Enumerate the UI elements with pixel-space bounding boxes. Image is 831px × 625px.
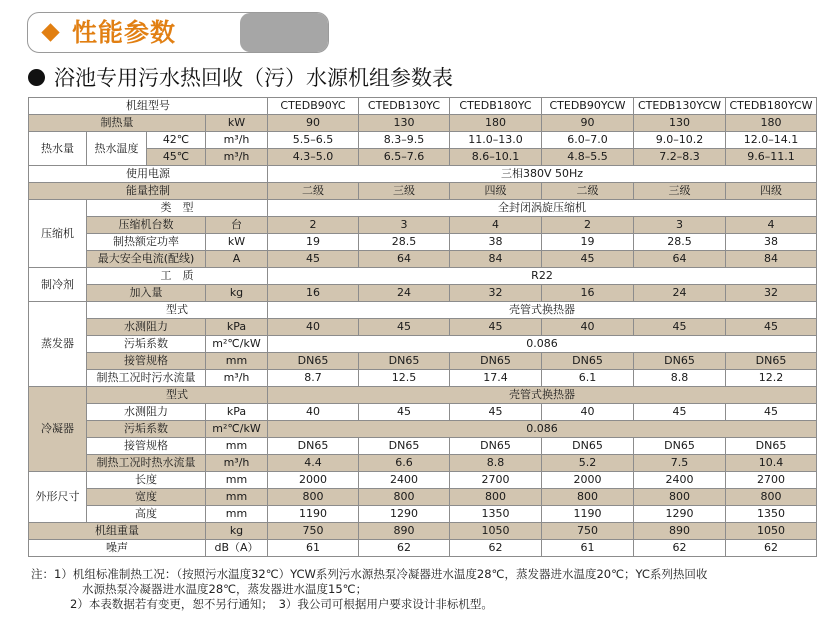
value-cell: DN65	[359, 353, 450, 370]
value-cell: 40	[542, 404, 634, 421]
value-cell: 84	[726, 251, 817, 268]
unit-cell: m²℃/kW	[206, 421, 268, 438]
unit-cell: m³/h	[206, 370, 268, 387]
value-cell: DN65	[726, 353, 817, 370]
value-cell: 62	[726, 540, 817, 557]
value-cell: 全封闭涡旋压缩机	[268, 200, 817, 217]
table-row-evaporator-fouling	[29, 336, 817, 353]
value-cell: 45	[634, 404, 726, 421]
group-label: 压缩机	[29, 200, 87, 268]
value-cell: 130	[359, 115, 450, 132]
row-label: 型式	[87, 302, 268, 319]
value-cell: 8.6–10.1	[450, 149, 542, 166]
value-cell: 1290	[634, 506, 726, 523]
table-title: 浴池专用污水热回收（污）水源机组参数表	[54, 66, 453, 90]
value-cell: 62	[359, 540, 450, 557]
value-cell: 8.8	[450, 455, 542, 472]
value-cell: 3	[634, 217, 726, 234]
value-cell: DN65	[634, 353, 726, 370]
value-cell: 6.6	[359, 455, 450, 472]
section-header	[27, 12, 329, 53]
value-cell: 四级	[726, 183, 817, 200]
value-cell: 2	[268, 217, 359, 234]
row-label: 制热额定功率	[87, 234, 206, 251]
value-cell: 62	[634, 540, 726, 557]
value-cell: 61	[268, 540, 359, 557]
value-cell: 4	[450, 217, 542, 234]
value-cell: 180	[726, 115, 817, 132]
row-label: 压缩机台数	[87, 217, 206, 234]
value-cell: R22	[268, 268, 817, 285]
row-label: 最大安全电流(配线)	[87, 251, 206, 268]
row-label: 高度	[87, 506, 206, 523]
value-cell: 19	[542, 234, 634, 251]
table-row-power-supply	[29, 166, 817, 183]
table-row-flow-42	[29, 132, 817, 149]
value-cell: 800	[542, 489, 634, 506]
value-cell: 12.2	[726, 370, 817, 387]
table-row-compressor-type	[29, 200, 817, 217]
section-title: 性能参数	[72, 18, 177, 47]
value-cell: 16	[268, 285, 359, 302]
value-cell: 2400	[359, 472, 450, 489]
header-grey-tab	[240, 13, 328, 52]
value-cell: 6.5–7.6	[359, 149, 450, 166]
value-cell: 2700	[450, 472, 542, 489]
value-cell: 45	[450, 319, 542, 336]
value-cell: 180	[450, 115, 542, 132]
value-cell: 1290	[359, 506, 450, 523]
value-cell: 壳管式换热器	[268, 302, 817, 319]
unit-cell: kW	[206, 234, 268, 251]
unit-cell: mm	[206, 506, 268, 523]
table-row-condenser-pipe	[29, 438, 817, 455]
value-cell: 12.0–14.1	[726, 132, 817, 149]
value-cell: 800	[634, 489, 726, 506]
table-row-header	[29, 98, 817, 115]
footnote-line: 水源热泵冷凝器进水温度28℃，蒸发器进水温度15℃；	[82, 582, 368, 596]
value-cell: 6.1	[542, 370, 634, 387]
row-label: 加入量	[87, 285, 206, 302]
value-cell: DN65	[634, 438, 726, 455]
value-cell: 10.4	[726, 455, 817, 472]
row-label: 接管规格	[87, 353, 206, 370]
row-label: 宽度	[87, 489, 206, 506]
value-cell: 二级	[542, 183, 634, 200]
table-row-weight	[29, 523, 817, 540]
value-cell: 890	[359, 523, 450, 540]
spec-table	[28, 97, 817, 557]
table-row-capacity-control	[29, 183, 817, 200]
table-row-refrigerant-medium	[29, 268, 817, 285]
value-cell: 4	[726, 217, 817, 234]
value-cell: 1350	[450, 506, 542, 523]
value-cell: 1050	[726, 523, 817, 540]
unit-cell: m³/h	[206, 132, 268, 149]
value-cell: DN65	[450, 438, 542, 455]
table-row-noise	[29, 540, 817, 557]
value-cell: 130	[634, 115, 726, 132]
value-cell: 4.4	[268, 455, 359, 472]
value-cell: 64	[634, 251, 726, 268]
unit-cell: kPa	[206, 404, 268, 421]
value-cell: 40	[542, 319, 634, 336]
value-cell: 5.5–6.5	[268, 132, 359, 149]
group-label: 制冷剂	[29, 268, 87, 302]
value-cell: 45	[359, 404, 450, 421]
footnote-line: 注：1）机组标准制热工况：（按照污水温度32℃）YCW系列污水源热泵冷凝器进水温度28℃，蒸发器进水温度20℃；YC系列热回收	[31, 567, 708, 581]
value-cell: 800	[359, 489, 450, 506]
value-cell: 90	[268, 115, 359, 132]
group-label: 蒸发器	[29, 302, 87, 387]
unit-cell: m³/h	[206, 455, 268, 472]
value-cell: DN65	[268, 438, 359, 455]
value-cell: 11.0–13.0	[450, 132, 542, 149]
row-label: 机组重量	[29, 523, 206, 540]
value-cell: 40	[268, 319, 359, 336]
row-label: 噪声	[29, 540, 206, 557]
value-cell: DN65	[542, 438, 634, 455]
value-cell: 四级	[450, 183, 542, 200]
value-cell: 7.2–8.3	[634, 149, 726, 166]
value-cell: 45	[359, 319, 450, 336]
value-cell: 1190	[542, 506, 634, 523]
value-cell: 8.8	[634, 370, 726, 387]
value-cell: 0.086	[268, 336, 817, 353]
value-cell: 2000	[268, 472, 359, 489]
value-cell: 12.5	[359, 370, 450, 387]
value-cell: 0.086	[268, 421, 817, 438]
row-label: 长度	[87, 472, 206, 489]
value-cell: 17.4	[450, 370, 542, 387]
unit-cell: kg	[206, 523, 268, 540]
row-label: 制热工况时热水流量	[87, 455, 206, 472]
value-cell: 84	[450, 251, 542, 268]
group-label: 热水量	[29, 132, 87, 166]
value-cell: 1190	[268, 506, 359, 523]
value-cell: 2000	[542, 472, 634, 489]
value-cell: 45	[726, 319, 817, 336]
value-cell: 28.5	[359, 234, 450, 251]
model-cell: CTEDB180YCW	[726, 98, 817, 115]
value-cell: 3	[359, 217, 450, 234]
row-label: 水测阻力	[87, 404, 206, 421]
table-row-evaporator-flow	[29, 370, 817, 387]
table-row-compressor-current	[29, 251, 817, 268]
row-label: 使用电源	[29, 166, 268, 183]
row-label: 42℃	[147, 132, 206, 149]
value-cell: 38	[726, 234, 817, 251]
value-cell: 38	[450, 234, 542, 251]
table-heading	[28, 62, 453, 92]
unit-cell: m³/h	[206, 149, 268, 166]
model-cell: CTEDB90YC	[268, 98, 359, 115]
value-cell: 19	[268, 234, 359, 251]
value-cell: 32	[450, 285, 542, 302]
value-cell: 8.3–9.5	[359, 132, 450, 149]
header-label: 机组型号	[29, 98, 268, 115]
value-cell: 45	[268, 251, 359, 268]
value-cell: 4.8–5.5	[542, 149, 634, 166]
value-cell: 三级	[359, 183, 450, 200]
table-row-condenser-fouling	[29, 421, 817, 438]
value-cell: 24	[359, 285, 450, 302]
value-cell: 890	[634, 523, 726, 540]
table-row-condenser-flow	[29, 455, 817, 472]
table-row-heat-capacity	[29, 115, 817, 132]
value-cell: 61	[542, 540, 634, 557]
value-cell: 64	[359, 251, 450, 268]
value-cell: DN65	[268, 353, 359, 370]
model-cell: CTEDB90YCW	[542, 98, 634, 115]
table-row-condenser-resistance	[29, 404, 817, 421]
group-label: 外形尺寸	[29, 472, 87, 523]
table-row-dim-length	[29, 472, 817, 489]
table-row-compressor-count	[29, 217, 817, 234]
value-cell: 24	[634, 285, 726, 302]
value-cell: 三级	[634, 183, 726, 200]
value-cell: 45	[542, 251, 634, 268]
row-label: 型式	[87, 387, 268, 404]
row-label: 污垢系数	[87, 336, 206, 353]
value-cell: 8.7	[268, 370, 359, 387]
unit-cell: kg	[206, 285, 268, 302]
value-cell: 40	[268, 404, 359, 421]
value-cell: 2700	[726, 472, 817, 489]
value-cell: 62	[450, 540, 542, 557]
value-cell: 4.3–5.0	[268, 149, 359, 166]
value-cell: DN65	[450, 353, 542, 370]
row-label: 能量控制	[29, 183, 268, 200]
table-row-dim-height	[29, 506, 817, 523]
value-cell: 90	[542, 115, 634, 132]
value-cell: 750	[268, 523, 359, 540]
unit-cell: A	[206, 251, 268, 268]
row-label: 工 质	[87, 268, 268, 285]
value-cell: DN65	[726, 438, 817, 455]
table-row-condenser-type	[29, 387, 817, 404]
unit-cell: mm	[206, 353, 268, 370]
value-cell: 7.5	[634, 455, 726, 472]
unit-cell: kPa	[206, 319, 268, 336]
group-label: 冷凝器	[29, 387, 87, 472]
value-cell: 二级	[268, 183, 359, 200]
table-row-evaporator-pipe	[29, 353, 817, 370]
value-cell: 1050	[450, 523, 542, 540]
row-label: 制热量	[29, 115, 206, 132]
model-cell: CTEDB130YC	[359, 98, 450, 115]
table-row-evaporator-type	[29, 302, 817, 319]
unit-cell: mm	[206, 438, 268, 455]
value-cell: 45	[450, 404, 542, 421]
value-cell: 800	[268, 489, 359, 506]
value-cell: DN65	[359, 438, 450, 455]
value-cell: 45	[634, 319, 726, 336]
unit-cell: m²℃/kW	[206, 336, 268, 353]
value-cell: 28.5	[634, 234, 726, 251]
value-cell: 1350	[726, 506, 817, 523]
value-cell: 2400	[634, 472, 726, 489]
row-label: 45℃	[147, 149, 206, 166]
row-label: 制热工况时污水流量	[87, 370, 206, 387]
table-row-compressor-power	[29, 234, 817, 251]
table-row-flow-45	[29, 149, 817, 166]
unit-cell: mm	[206, 472, 268, 489]
group-sublabel: 热水温度	[87, 132, 147, 166]
row-label: 类 型	[87, 200, 268, 217]
footnotes	[31, 567, 826, 612]
row-label: 水测阻力	[87, 319, 206, 336]
value-cell: 9.0–10.2	[634, 132, 726, 149]
unit-cell: kW	[206, 115, 268, 132]
model-cell: CTEDB130YCW	[634, 98, 726, 115]
row-label: 污垢系数	[87, 421, 206, 438]
value-cell: 三相380V 50Hz	[268, 166, 817, 183]
footnote-line: 2）本表数据若有变更，恕不另行通知； 3）我公司可根据用户要求设计非标机型。	[70, 597, 493, 611]
unit-cell: mm	[206, 489, 268, 506]
value-cell: 32	[726, 285, 817, 302]
table-row-dim-width	[29, 489, 817, 506]
value-cell: 6.0–7.0	[542, 132, 634, 149]
unit-cell: dB（A）	[206, 540, 268, 557]
value-cell: DN65	[542, 353, 634, 370]
value-cell: 750	[542, 523, 634, 540]
diamond-icon	[41, 23, 59, 41]
table-row-refrigerant-charge	[29, 285, 817, 302]
value-cell: 45	[726, 404, 817, 421]
value-cell: 16	[542, 285, 634, 302]
model-cell: CTEDB180YC	[450, 98, 542, 115]
table-row-evaporator-resistance	[29, 319, 817, 336]
row-label: 接管规格	[87, 438, 206, 455]
value-cell: 800	[726, 489, 817, 506]
value-cell: 2	[542, 217, 634, 234]
bullet-icon	[28, 69, 45, 86]
value-cell: 5.2	[542, 455, 634, 472]
value-cell: 800	[450, 489, 542, 506]
unit-cell: 台	[206, 217, 268, 234]
value-cell: 9.6–11.1	[726, 149, 817, 166]
value-cell: 壳管式换热器	[268, 387, 817, 404]
